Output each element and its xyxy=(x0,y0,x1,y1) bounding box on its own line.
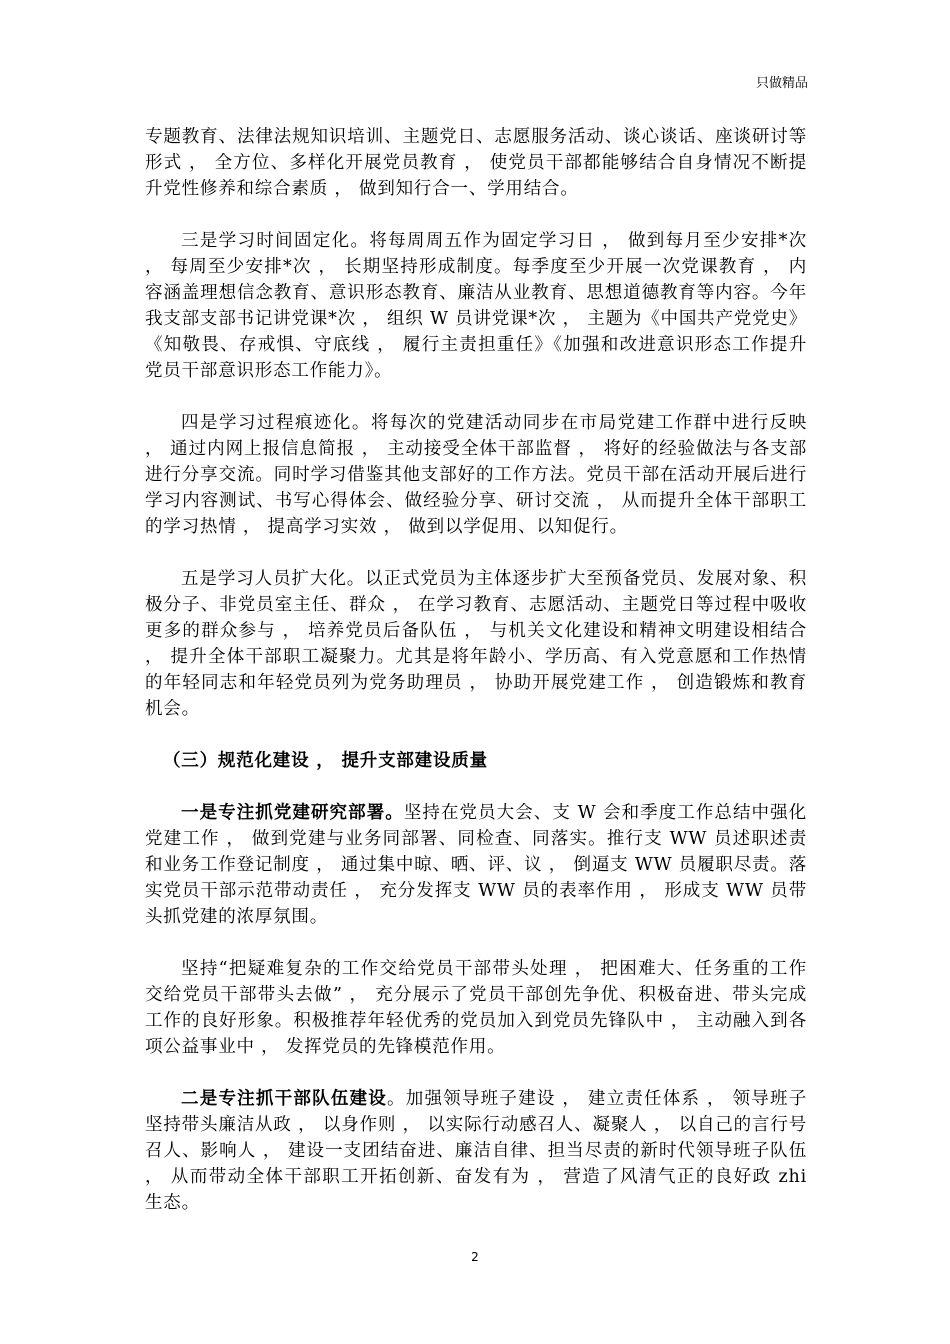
document-body xyxy=(145,124,807,1242)
paragraph-cadre-team xyxy=(145,1086,807,1216)
paragraph-study-expansion: 五是学习人员扩大化。以正式党员为主体逐步扩大至预备党员、发展对象、积极分子、非党员室主任、群众 ， 在学习教育、志愿活动、主题党日等过程中吸收更多的群众参与 ， 培养党员后备队伍 ， 与机关文化建设和精神文明建设相结合 ， 提升全体干部职工凝聚力。尤其是将年龄小、学历高、有入党意愿和工作热情的年轻同志和年轻党员列为党务助理员 ， 协助开展党建工作 ， 创造锻炼和教育机会。 xyxy=(145,569,807,719)
paragraph-fixed-study-time: 三是学习时间固定化。将每周周五作为固定学习日 ， 做到每月至少安排*次 ， 每周至少安排*次 ， 长期坚持形成制度。每季度至少开展一次党课教育 ， 内容涵盖理想信念教育、意识形态教育、廉洁从业教育、思想道德教育等内容。今年我支部支部书记讲党课*次 ， 组织 W 员讲党课*次 ， 主题为《中国共产党党史》《知敬畏、存戒惧、守底线 ， 履行主责担重任》《加强和改进意识形态工作提升党员干部意识形态工作能力》。 xyxy=(145,231,807,381)
paragraph-study-trace: 四是学习过程痕迹化。将每次的党建活动同步在市局党建工作群中进行反映 ， 通过内网上报信息简报 ， 主动接受全体干部监督 ， 将好的经验做法与各支部进行分享交流。同时学习借鉴其他支部好的工作方法。党员干部在活动开展后进行学习内容测试、书写心得体会、做经验分享、研讨交流 ， 从而提升全体干部职工的学习热情 ， 提高学习实效 ， 做到以学促用、以知促行。 xyxy=(145,413,807,537)
paragraph-text: 。加强领导班子建设 ， 建立责任体系 ， 领导班子坚持带头廉洁从政 ， 以身作则 ， 以实际行动感召人、凝聚人 ， 以自己的言行号召人、影响人 ， 建设一支团结奋进、廉洁自律、担当尽责的新时代领导班子队伍 ， 从而带动全体干部职工开拓创新、奋发有为 ， 营造了风清气正的良好政 zhi 生态。 xyxy=(145,1089,807,1213)
page-number: 2 xyxy=(471,1250,479,1264)
paragraph-continuation: 专题教育、法律法规知识培训、主题党日、志愿服务活动、谈心谈话、座谈研讨等形式 ， 全方位、多样化开展党员教育 ， 使党员干部都能够结合自身情况不断提升党性修养和综合素质 ， 做到知行合一、学用结合。 xyxy=(145,127,807,199)
paragraph-text: 坚持在党员大会、支 W 会和季度工作总结中强化党建工作 ， 做到党建与业务同部署、同检查、同落实。推行支 WW 员述职述责和业务工作登记制度 ， 通过集中晾、晒、评、议 ， 倒逼支 WW 员履职尽责。落实党员干部示范带动责任 ， 充分发挥支 WW 员的表率作用 ， 形成支 WW 员带头抓党建的浓厚氛围。 xyxy=(145,803,807,927)
paragraph-party-building-deployment xyxy=(145,800,807,930)
paragraph-lead: 二是专注抓干部队伍建设 xyxy=(181,1089,387,1109)
paragraph-text: 坚持“把疑难复杂的工作交给党员干部带头处理 ， 把困难大、任务重的工作交给党员干部带头去做” ， 充分展示了党员干部创先争优、积极奋进、带头完成工作的良好形象。积极推荐年轻优秀的党员加入到党员先锋队中 ， 主动融入到各项公益事业中 ， 发挥党员的先锋模范作用。 xyxy=(145,959,807,1057)
paragraph-persist xyxy=(145,956,807,1060)
section-heading: （三）规范化建设 ， 提升支部建设质量 xyxy=(163,751,488,771)
header-tag: 只做精品 xyxy=(755,76,808,91)
paragraph-lead: 一是专注抓党建研究部署。 xyxy=(181,803,404,823)
